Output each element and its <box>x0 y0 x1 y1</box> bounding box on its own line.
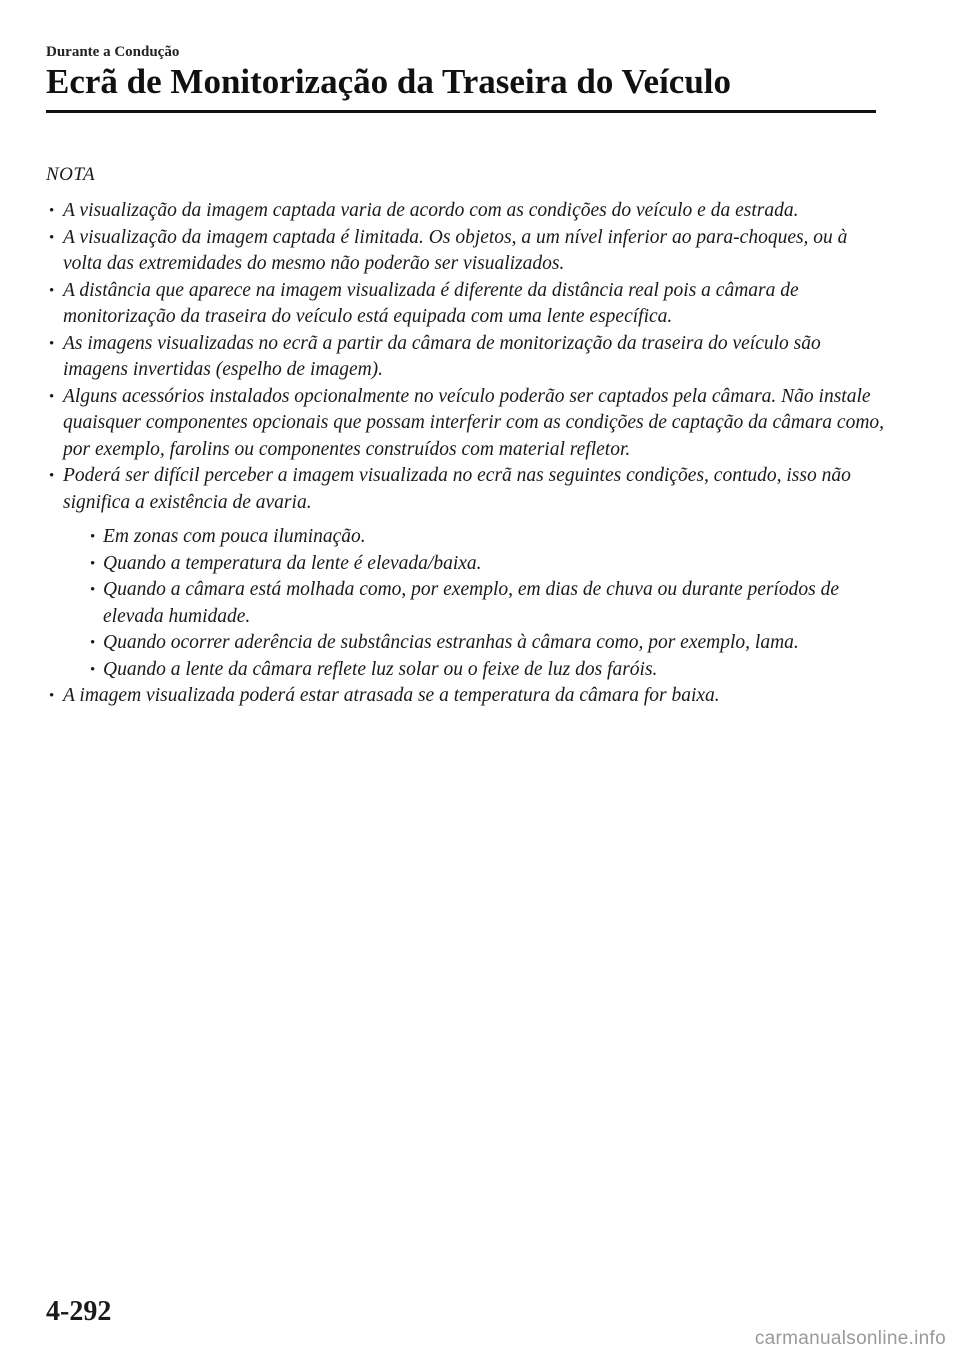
list-item <box>46 331 886 384</box>
list-item <box>46 384 886 464</box>
title-rule <box>46 110 876 113</box>
sub-list-item-text: Quando a lente da câmara reflete luz solar ou o feixe de luz dos faróis. <box>103 658 658 680</box>
bullet-icon: • <box>90 582 96 598</box>
bullet-icon: • <box>49 229 55 246</box>
watermark: carmanualsonline.info <box>754 1328 946 1349</box>
page-number: 4-292 <box>46 1296 112 1327</box>
list-item-text: A distância que aparece na imagem visualizada é diferente da distância real pois a câmara de monitorização da traseira do veículo está equipada com uma lente específica. <box>63 279 799 327</box>
sub-list-item <box>63 657 886 684</box>
note-heading: NOTA <box>46 164 96 185</box>
bullet-icon: • <box>90 529 96 545</box>
list-item <box>46 683 886 710</box>
list-item-text: Alguns acessórios instalados opcionalmente no veículo poderão ser captados pela câmara. Não instale quaisquer componentes opcionais que possam interferir com as condições de captação da câmara como, por exemplo, farolins ou componentes construídos com material refletor. <box>63 385 885 460</box>
list-item <box>46 463 886 683</box>
sub-list-item <box>63 577 886 630</box>
bullet-icon: • <box>49 282 55 299</box>
sub-list-item-text: Em zonas com pouca iluminação. <box>103 526 366 547</box>
sub-list-item-text: Quando a temperatura da lente é elevada/baixa. <box>103 552 482 574</box>
sub-list <box>63 524 886 683</box>
bullet-icon: • <box>49 203 55 219</box>
bullet-icon: • <box>49 335 55 352</box>
note-list <box>46 198 886 710</box>
sub-list-item-text: Quando ocorrer aderência de substâncias estranhas à câmara como, por exemplo, lama. <box>103 632 799 653</box>
list-item-text: A visualização da imagem captada é limitada. Os objetos, a um nível inferior ao para-choques, ou à volta das extremidades do mesmo não poderão ser visualizados. <box>63 226 848 274</box>
list-item-text: Poderá ser difícil perceber a imagem visualizada no ecrã nas seguintes condições, contudo, isso não significa a existência de avaria. <box>63 465 851 513</box>
bullet-icon: • <box>49 388 55 405</box>
bullet-icon: • <box>49 468 55 484</box>
page-title: Ecrã de Monitorização da Traseira do Veículo <box>46 62 732 101</box>
sub-list-item <box>63 630 886 657</box>
sub-list-item <box>63 524 886 551</box>
list-item <box>46 225 886 278</box>
sub-list-item-text: Quando a câmara está molhada como, por exemplo, em dias de chuva ou durante períodos de elevada humidade. <box>103 579 840 627</box>
bullet-icon: • <box>90 635 96 651</box>
bullet-icon: • <box>90 555 96 572</box>
bullet-icon: • <box>49 688 55 704</box>
list-item-text: A visualização da imagem captada varia de acordo com as condições do veículo e da estrada. <box>63 200 799 221</box>
list-item-text: A imagem visualizada poderá estar atrasada se a temperatura da câmara for baixa. <box>63 685 720 706</box>
section-label: Durante a Condução <box>46 44 180 60</box>
sub-list-item <box>63 551 886 578</box>
bullet-icon: • <box>90 661 96 678</box>
list-item <box>46 278 886 331</box>
list-item-text: As imagens visualizadas no ecrã a partir da câmara de monitorização da traseira do veículo são imagens invertidas (espelho de imagem). <box>63 332 821 380</box>
list-item <box>46 198 886 225</box>
